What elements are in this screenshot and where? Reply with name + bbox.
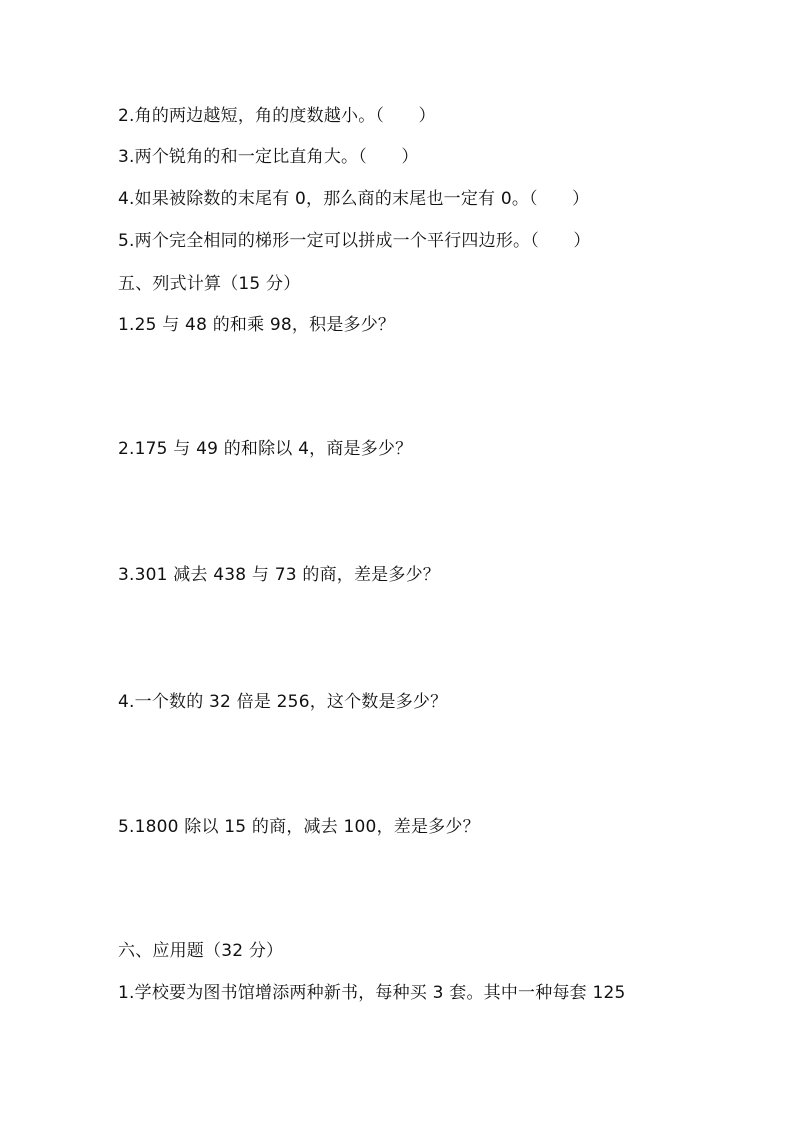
word-problem-1: 1.学校要为图书馆增添两种新书，每种买 3 套。其中一种每套 125 [118, 983, 626, 1003]
judgement-item-4: 4.如果被除数的末尾有 0，那么商的末尾也一定有 0。（ ） [118, 189, 590, 209]
calc-question-5: 5.1800 除以 15 的商，减去 100，差是多少？ [118, 817, 480, 837]
judgement-item-2: 2.角的两边越短，角的度数越小。（ ） [118, 106, 436, 126]
calc-question-1: 1.25 与 48 的和乘 98，积是多少？ [118, 315, 396, 335]
judgement-item-3: 3.两个锐角的和一定比直角大。（ ） [118, 147, 419, 167]
section-5-heading: 五、列式计算（15 分） [118, 274, 301, 294]
section-6-heading: 六、应用题（32 分） [118, 941, 284, 961]
calc-question-3: 3.301 减去 438 与 73 的商，差是多少？ [118, 565, 440, 585]
calc-question-4: 4.一个数的 32 倍是 256，这个数是多少？ [118, 692, 448, 712]
calc-question-2: 2.175 与 49 的和除以 4，商是多少？ [118, 439, 413, 459]
judgement-item-5: 5.两个完全相同的梯形一定可以拼成一个平行四边形。（ ） [118, 231, 591, 251]
